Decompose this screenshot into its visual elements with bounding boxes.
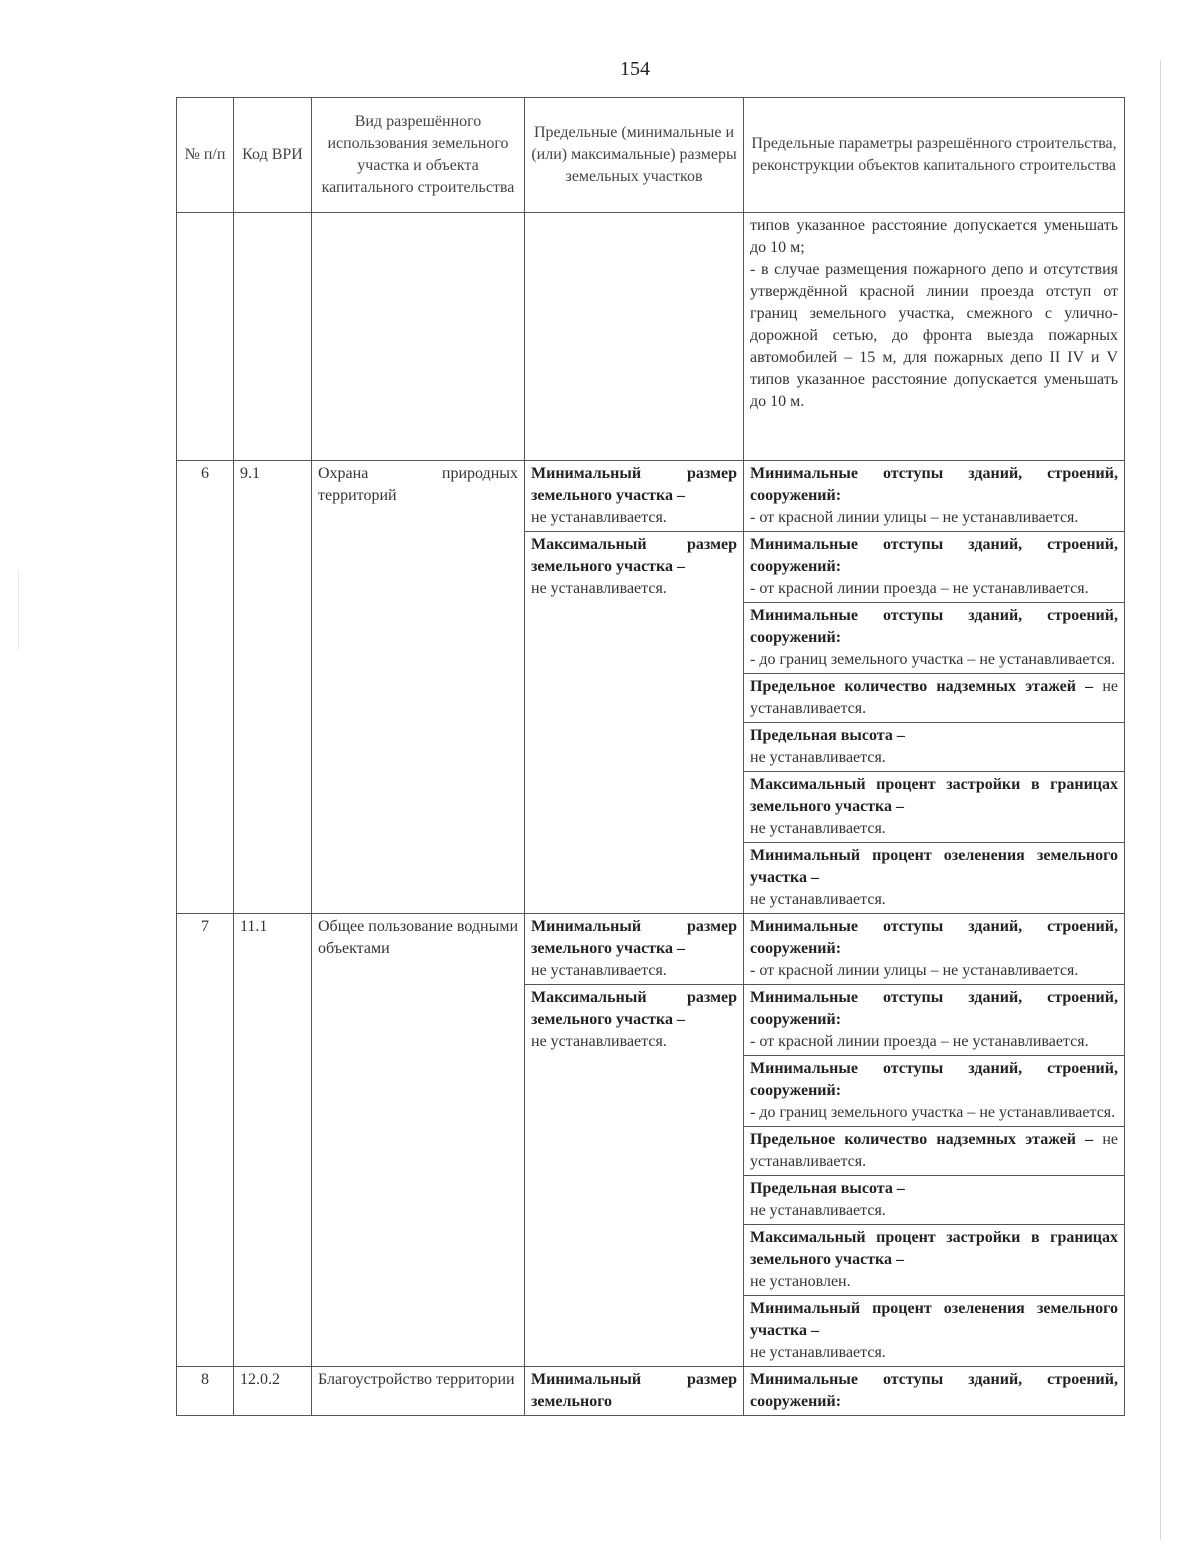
cont-code bbox=[234, 213, 312, 461]
cont-params: типов указанное расстояние допускается уменьшать до 10 м; - в случае размещения пожарного депо и отсутствия утверждённой красной линии проезда отступ от границ земельного участка, смежного с улично-дорожной сетью, до фронта выезда пожарных автомобилей – 15 м, для пожарных депо II IV и V типов указанное расстояние допускается уменьшать до 10 м. bbox=[744, 213, 1125, 461]
param-title: Минимальные отступы зданий, строений, сооружений: bbox=[750, 1371, 1118, 1410]
param-cell bbox=[744, 772, 1125, 843]
cont-use bbox=[312, 213, 525, 461]
row-min-size bbox=[525, 1367, 744, 1416]
table-header-row bbox=[177, 98, 1125, 213]
param-cell bbox=[744, 1176, 1125, 1225]
max-size-value: не устанавливается. bbox=[531, 580, 667, 597]
continuation-row bbox=[177, 213, 1125, 461]
table-row bbox=[177, 914, 1125, 985]
param-value: - от красной линии улицы – не устанавливается. bbox=[750, 962, 1079, 979]
param-cell bbox=[744, 674, 1125, 723]
header-params: Предельные параметры разрешённого строительства, реконструкции объектов капитального строительства bbox=[744, 98, 1125, 213]
header-size: Предельные (минимальные и (или) максимальные) размеры земельных участков bbox=[525, 98, 744, 213]
param-cell bbox=[744, 1296, 1125, 1367]
cont-num bbox=[177, 213, 234, 461]
param-title: Минимальные отступы зданий, строений, сооружений: bbox=[750, 989, 1118, 1028]
scan-edge-line bbox=[1160, 60, 1161, 1540]
cont-size bbox=[525, 213, 744, 461]
row-code: 12.0.2 bbox=[234, 1367, 312, 1416]
table-row bbox=[177, 461, 1125, 532]
param-value: не устанавливается. bbox=[750, 678, 1118, 717]
param-cell bbox=[744, 985, 1125, 1056]
param-cell bbox=[744, 1367, 1125, 1416]
min-size-value: не устанавливается. bbox=[531, 509, 667, 526]
param-value: - от красной линии проезда – не устанавливается. bbox=[750, 1033, 1089, 1050]
param-title: Минимальные отступы зданий, строений, сооружений: bbox=[750, 607, 1118, 646]
header-use: Вид разрешённого использования земельного участка и объекта капитального строительства bbox=[312, 98, 525, 213]
param-title: Предельное количество надземных этажей – bbox=[750, 678, 1094, 695]
row-use: Общее пользование водными объектами bbox=[312, 914, 525, 1367]
scan-edge-mark bbox=[18, 570, 19, 650]
param-value: не устанавливается. bbox=[750, 1131, 1118, 1170]
row-code: 11.1 bbox=[234, 914, 312, 1367]
max-size-title: Максимальный размер земельного участка – bbox=[531, 536, 737, 575]
param-cell bbox=[744, 843, 1125, 914]
param-title: Минимальные отступы зданий, строений, сооружений: bbox=[750, 536, 1118, 575]
param-title: Максимальный процент застройки в границах земельного участка – bbox=[750, 776, 1118, 815]
table-row bbox=[177, 1367, 1125, 1416]
header-code: Код ВРИ bbox=[234, 98, 312, 213]
max-size-title: Максимальный размер земельного участка – bbox=[531, 989, 737, 1028]
min-size-title: Минимальный размер земельного участка – bbox=[531, 918, 737, 957]
param-title: Предельная высота – bbox=[750, 1180, 905, 1197]
header-num: № п/п bbox=[177, 98, 234, 213]
param-value: не установлен. bbox=[750, 1273, 851, 1290]
param-title: Минимальные отступы зданий, строений, сооружений: bbox=[750, 918, 1118, 957]
min-size-value: не устанавливается. bbox=[531, 962, 667, 979]
row-min-size bbox=[525, 914, 744, 985]
param-value: - до границ земельного участка – не устанавливается. bbox=[750, 1104, 1116, 1121]
regulations-table-wrap bbox=[176, 97, 1124, 1416]
row-min-size bbox=[525, 461, 744, 532]
param-title: Минимальный процент озеленения земельного участка – bbox=[750, 1300, 1118, 1339]
min-size-title: Минимальный размер земельного участка – bbox=[531, 465, 737, 504]
param-cell bbox=[744, 1056, 1125, 1127]
row-max-size bbox=[525, 985, 744, 1367]
param-cell bbox=[744, 461, 1125, 532]
param-cell bbox=[744, 532, 1125, 603]
min-size-title: Минимальный размер земельного bbox=[531, 1371, 737, 1410]
param-cell bbox=[744, 723, 1125, 772]
param-value: не устанавливается. bbox=[750, 749, 886, 766]
param-title: Предельная высота – bbox=[750, 727, 905, 744]
row-code: 9.1 bbox=[234, 461, 312, 914]
param-value: - от красной линии проезда – не устанавливается. bbox=[750, 580, 1089, 597]
regulations-table bbox=[176, 97, 1125, 1416]
param-value: не устанавливается. bbox=[750, 891, 886, 908]
row-num: 8 bbox=[177, 1367, 234, 1416]
param-title: Минимальный процент озеленения земельного участка – bbox=[750, 847, 1118, 886]
row-use: Охрана природных территорий bbox=[312, 461, 525, 914]
page-number: 154 bbox=[620, 58, 650, 80]
param-title: Максимальный процент застройки в границах земельного участка – bbox=[750, 1229, 1118, 1268]
param-title: Предельное количество надземных этажей – bbox=[750, 1131, 1094, 1148]
param-value: не устанавливается. bbox=[750, 820, 886, 837]
row-max-size bbox=[525, 532, 744, 914]
param-value: не устанавливается. bbox=[750, 1202, 886, 1219]
param-cell bbox=[744, 1225, 1125, 1296]
row-num: 7 bbox=[177, 914, 234, 1367]
param-value: не устанавливается. bbox=[750, 1344, 886, 1361]
param-cell bbox=[744, 914, 1125, 985]
param-cell bbox=[744, 603, 1125, 674]
param-value: - от красной линии улицы – не устанавливается. bbox=[750, 509, 1079, 526]
row-use: Благоустройство территории bbox=[312, 1367, 525, 1416]
param-title: Минимальные отступы зданий, строений, сооружений: bbox=[750, 1060, 1118, 1099]
max-size-value: не устанавливается. bbox=[531, 1033, 667, 1050]
param-title: Минимальные отступы зданий, строений, сооружений: bbox=[750, 465, 1118, 504]
row-num: 6 bbox=[177, 461, 234, 914]
param-cell bbox=[744, 1127, 1125, 1176]
param-value: - до границ земельного участка – не устанавливается. bbox=[750, 651, 1116, 668]
